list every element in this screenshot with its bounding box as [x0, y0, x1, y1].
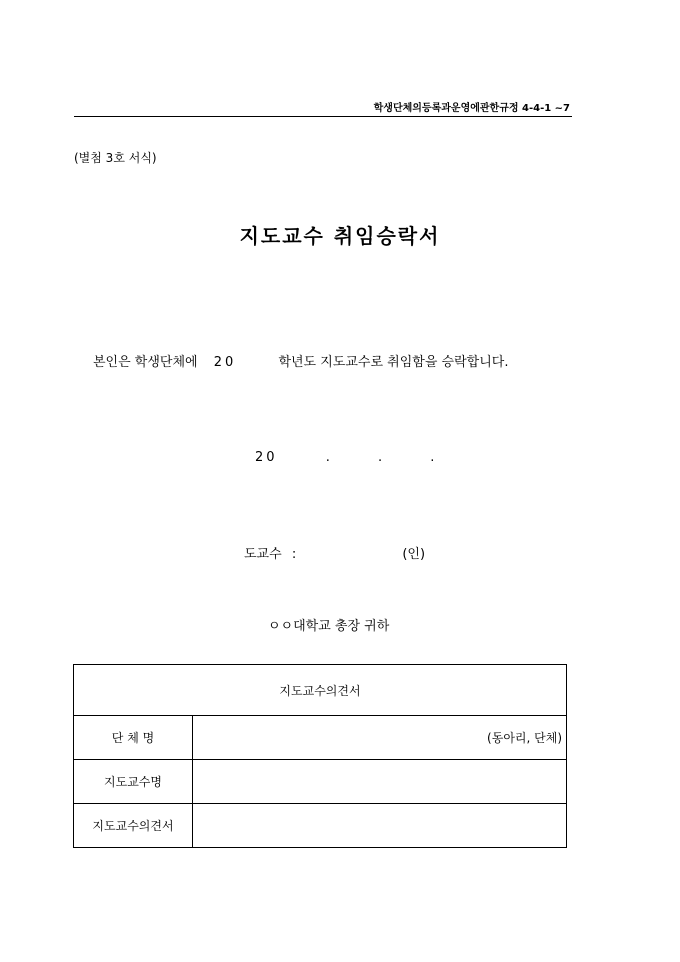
- advisor-name-field[interactable]: [193, 760, 567, 804]
- form-number: (별첨 3호 서식): [74, 151, 157, 165]
- opinion-table: [73, 664, 567, 848]
- table-row: [74, 804, 567, 848]
- date-year: 20: [255, 450, 278, 465]
- organization-name-field[interactable]: (동아리, 단체): [193, 716, 567, 760]
- date-line: [255, 450, 434, 465]
- date-dot-2: .: [377, 450, 383, 465]
- statement-prefix: 본인은 학생단체에: [93, 355, 198, 370]
- statement-suffix: 학년도 지도교수로 취임함을 승락합니다.: [278, 355, 509, 370]
- acceptance-statement: [93, 351, 508, 370]
- organization-name-label: 단 체 명: [74, 716, 193, 760]
- advisor-name-label: 지도교수명: [74, 760, 193, 804]
- document-title: 지도교수 취임승락서: [239, 224, 441, 248]
- signature-seal: (인): [402, 547, 426, 562]
- date-dot-1: .: [325, 450, 330, 465]
- date-dot-3: .: [430, 450, 435, 465]
- header-divider: [74, 116, 572, 117]
- signature-colon: :: [291, 547, 297, 562]
- signature-label: 도교수: [244, 547, 282, 562]
- advisor-opinion-label: 지도교수의견서: [74, 804, 193, 848]
- statement-year: 20: [213, 355, 237, 370]
- table-row: [74, 716, 567, 760]
- opinion-table-caption: 지도교수의견서: [74, 665, 567, 716]
- regulation-reference: 학생단체의등록과운영에관한규정 4-4-1 ~7: [373, 103, 570, 114]
- table-row: [74, 760, 567, 804]
- advisor-opinion-field[interactable]: [193, 804, 567, 848]
- recipient: ㅇㅇ대학교 총장 귀하: [268, 619, 390, 634]
- signature-line: [244, 543, 425, 562]
